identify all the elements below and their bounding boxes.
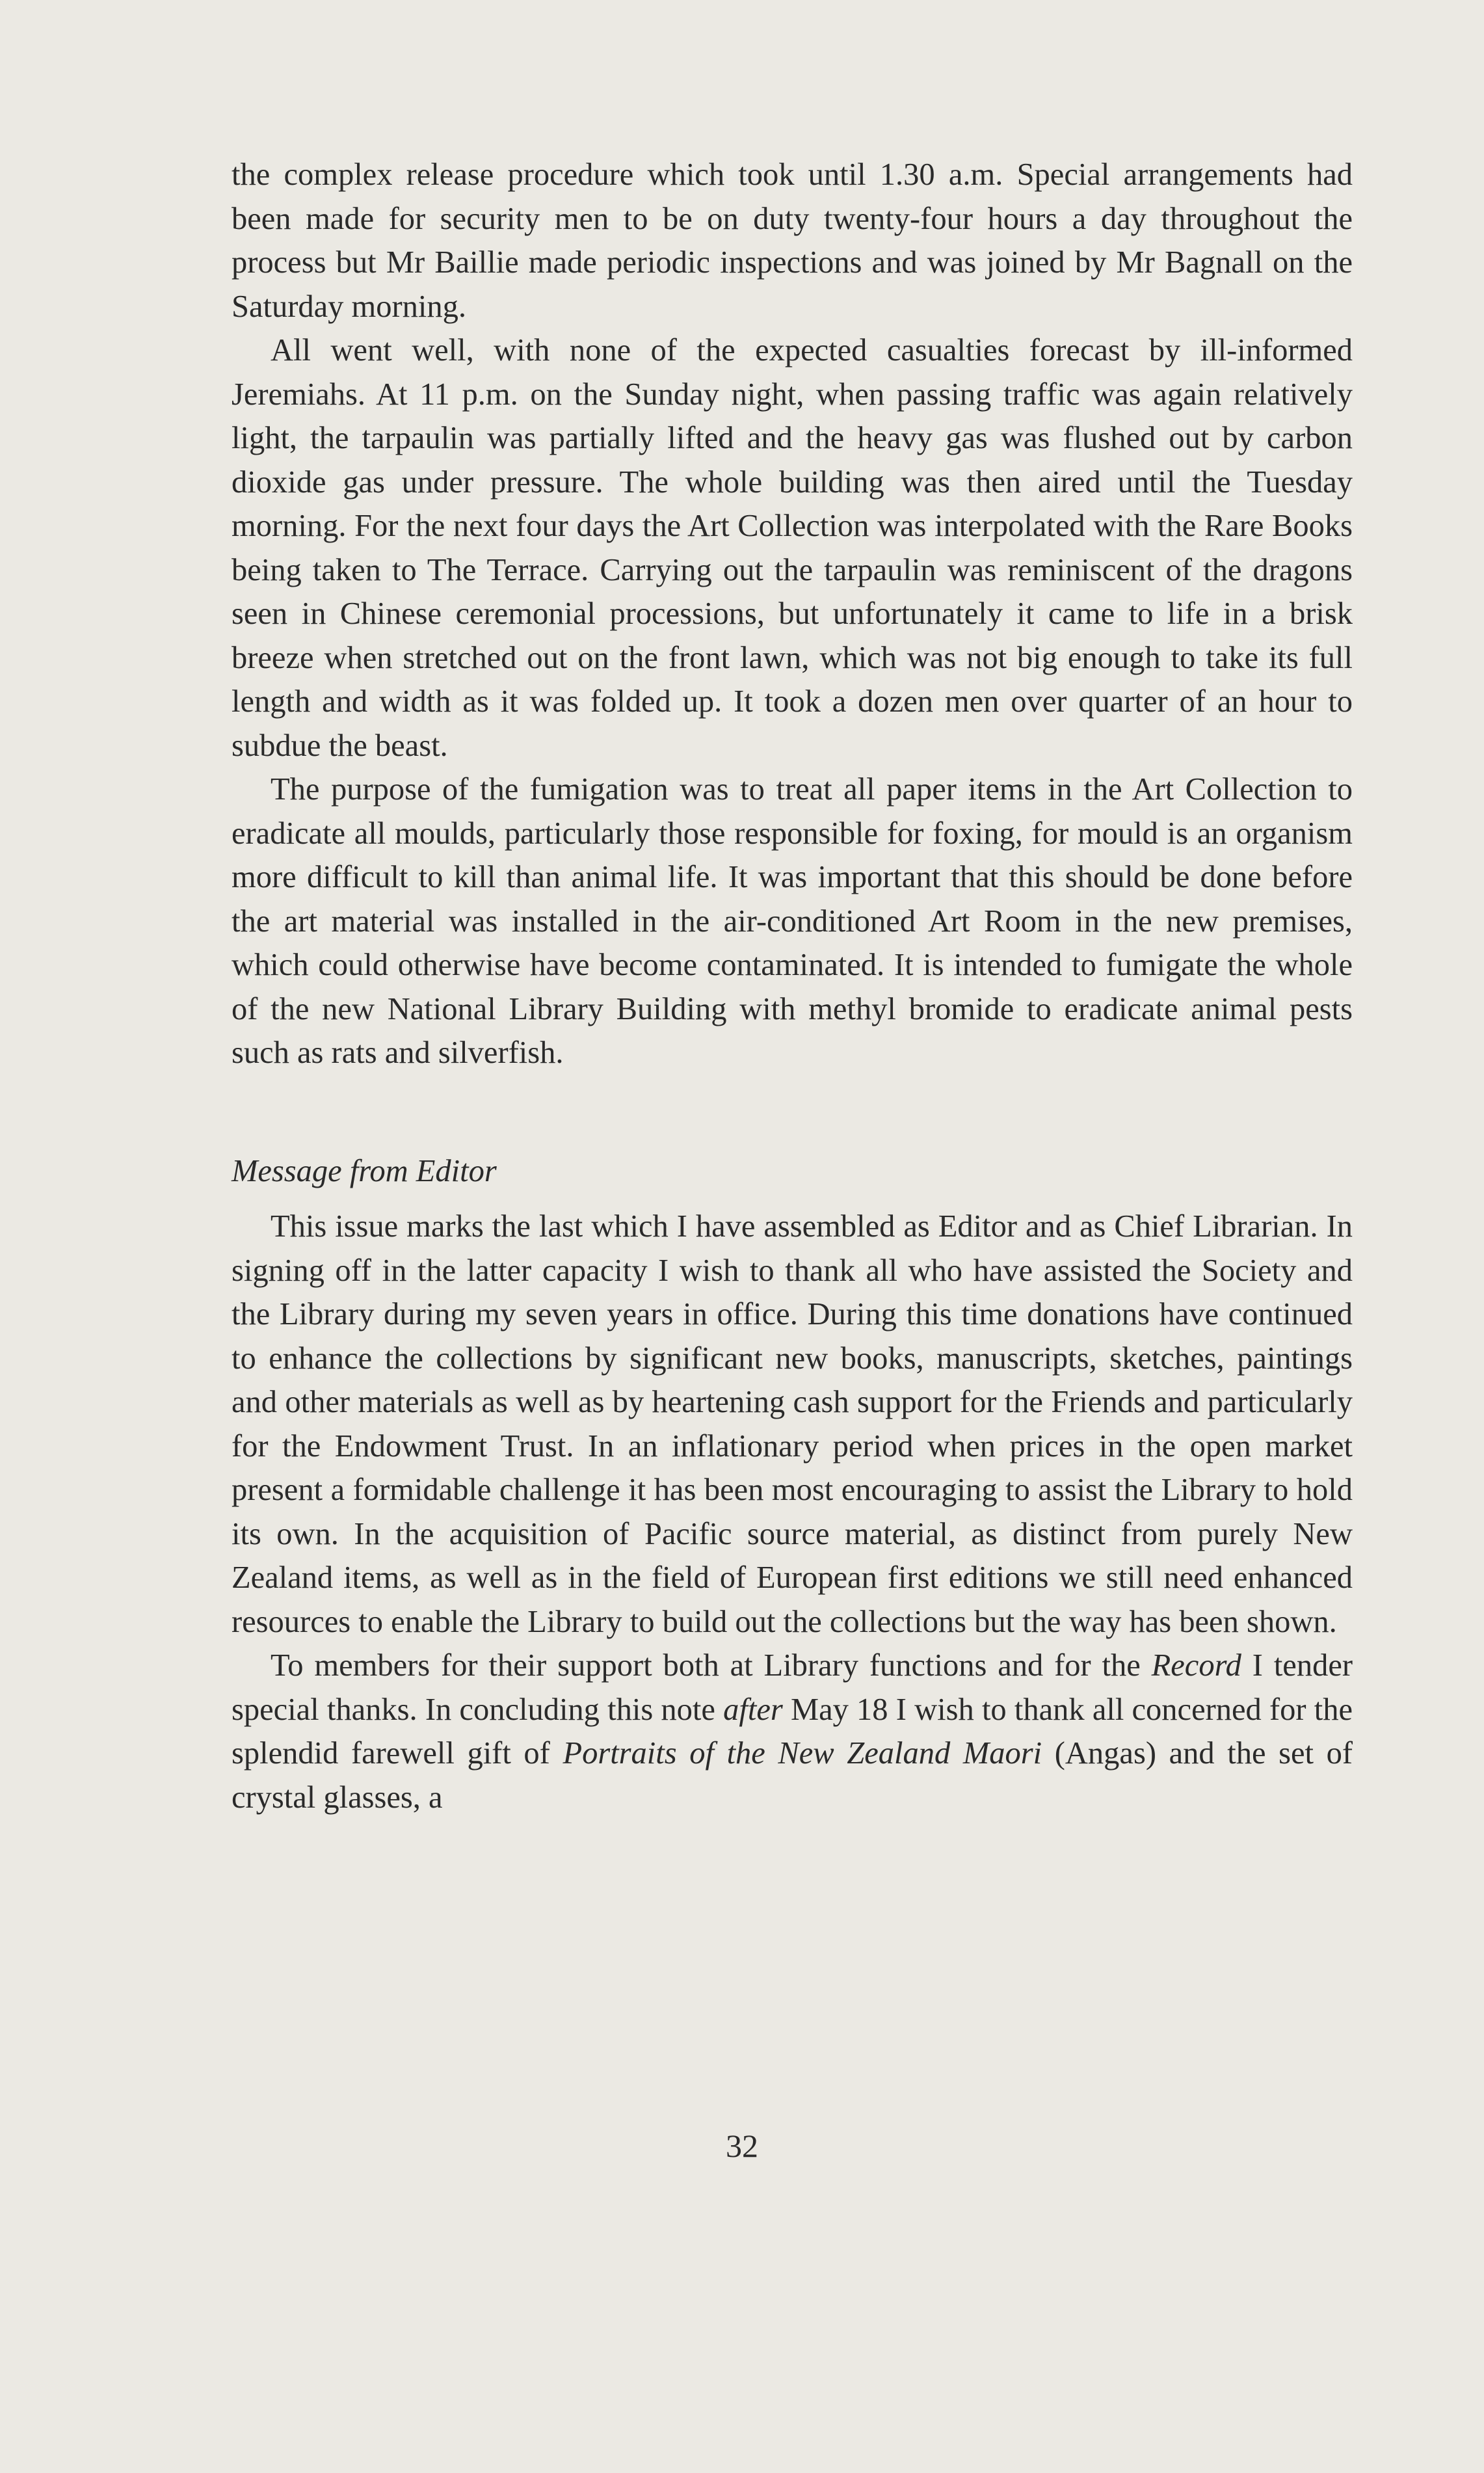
- text-run: The purpose of the fumigation was to treat all paper items in the Art Collection to eradicate all moulds, particularly those responsible for foxing, for mould is an organism more difficult to kill than animal life. It was important that this should be done before the art material was installed in the air-conditioned Art Room in the new premises, which could otherwise have become contaminated. It is intended to fumigate the whole of the new National Library Building with methyl bromide to eradicate animal pests such as rats and silverfish.: [232, 772, 1353, 1070]
- paragraphs-after-heading: [232, 1205, 1353, 1819]
- section-heading: Message from Editor: [232, 1153, 497, 1188]
- paragraph: [232, 1644, 1353, 1819]
- text-run: (Angas) and the set of crystal glasses, a: [232, 1736, 1353, 1815]
- paragraph: [232, 768, 1353, 1075]
- body-text: [232, 153, 1353, 1819]
- text-run: This issue marks the last which I have assembled as Editor and as Chief Librarian. In signing off in the latter capacity I wish to thank all who have assisted the Society and the Library during my seven years in office. During this time donations have continued to enhance the collections by significant new books, manuscripts, sketches, paintings and other materials as well as by heartening cash support for the Friends and particularly for the Endowment Trust. In an inflationary period when prices in the open market present a formidable challenge it has been most encouraging to assist the Library to hold its own. In the acquisition of Pacific source material, as distinct from purely New Zealand items, as well as in the field of European first editions we still need enhanced resources to enable the Library to build out the collections but the way has been shown.: [232, 1209, 1353, 1639]
- paragraphs-before-heading: [232, 153, 1353, 1075]
- text-run: To members for their support both at Library functions and for the: [271, 1648, 1152, 1683]
- italic-text: Record: [1151, 1648, 1241, 1683]
- italic-text: after: [723, 1692, 783, 1727]
- text-run: the complex release procedure which took until 1.30 a.m. Special arrangements had been made for security men to be on duty twenty-four hours a day throughout the process but Mr Baillie made periodic inspections and was joined by Mr Bagnall on the Saturday morning.: [232, 157, 1353, 324]
- text-run: I tender special thanks. In concluding this note: [232, 1648, 1353, 1727]
- text-run: All went well, with none of the expected casualties forecast by ill-informed Jeremiahs. At 11 p.m. on the Sunday night, when passing traffic was again relatively light, the tarpaulin was partially lifted and the heavy gas was flushed out by carbon dioxide gas under pressure. The whole building was then aired until the Tuesday morning. For the next four days the Art Collection was interpolated with the Rare Books being taken to The Terrace. Carrying out the tarpaulin was reminiscent of the dragons seen in Chinese ceremonial processions, but unfortunately it came to life in a brisk breeze when stretched out on the front lawn, which was not big enough to take its full length and width as it was folded up. It took a dozen men over quarter of an hour to subdue the beast.: [232, 333, 1353, 763]
- page-number: 32: [726, 2128, 758, 2164]
- italic-text: Portraits of the New Zealand Maori: [563, 1736, 1042, 1771]
- paragraph: [232, 328, 1353, 768]
- text-run: May 18 I wish to thank all concerned for the splendid farewell gift of: [232, 1692, 1353, 1771]
- paragraph: [232, 153, 1353, 328]
- paragraph: [232, 1205, 1353, 1644]
